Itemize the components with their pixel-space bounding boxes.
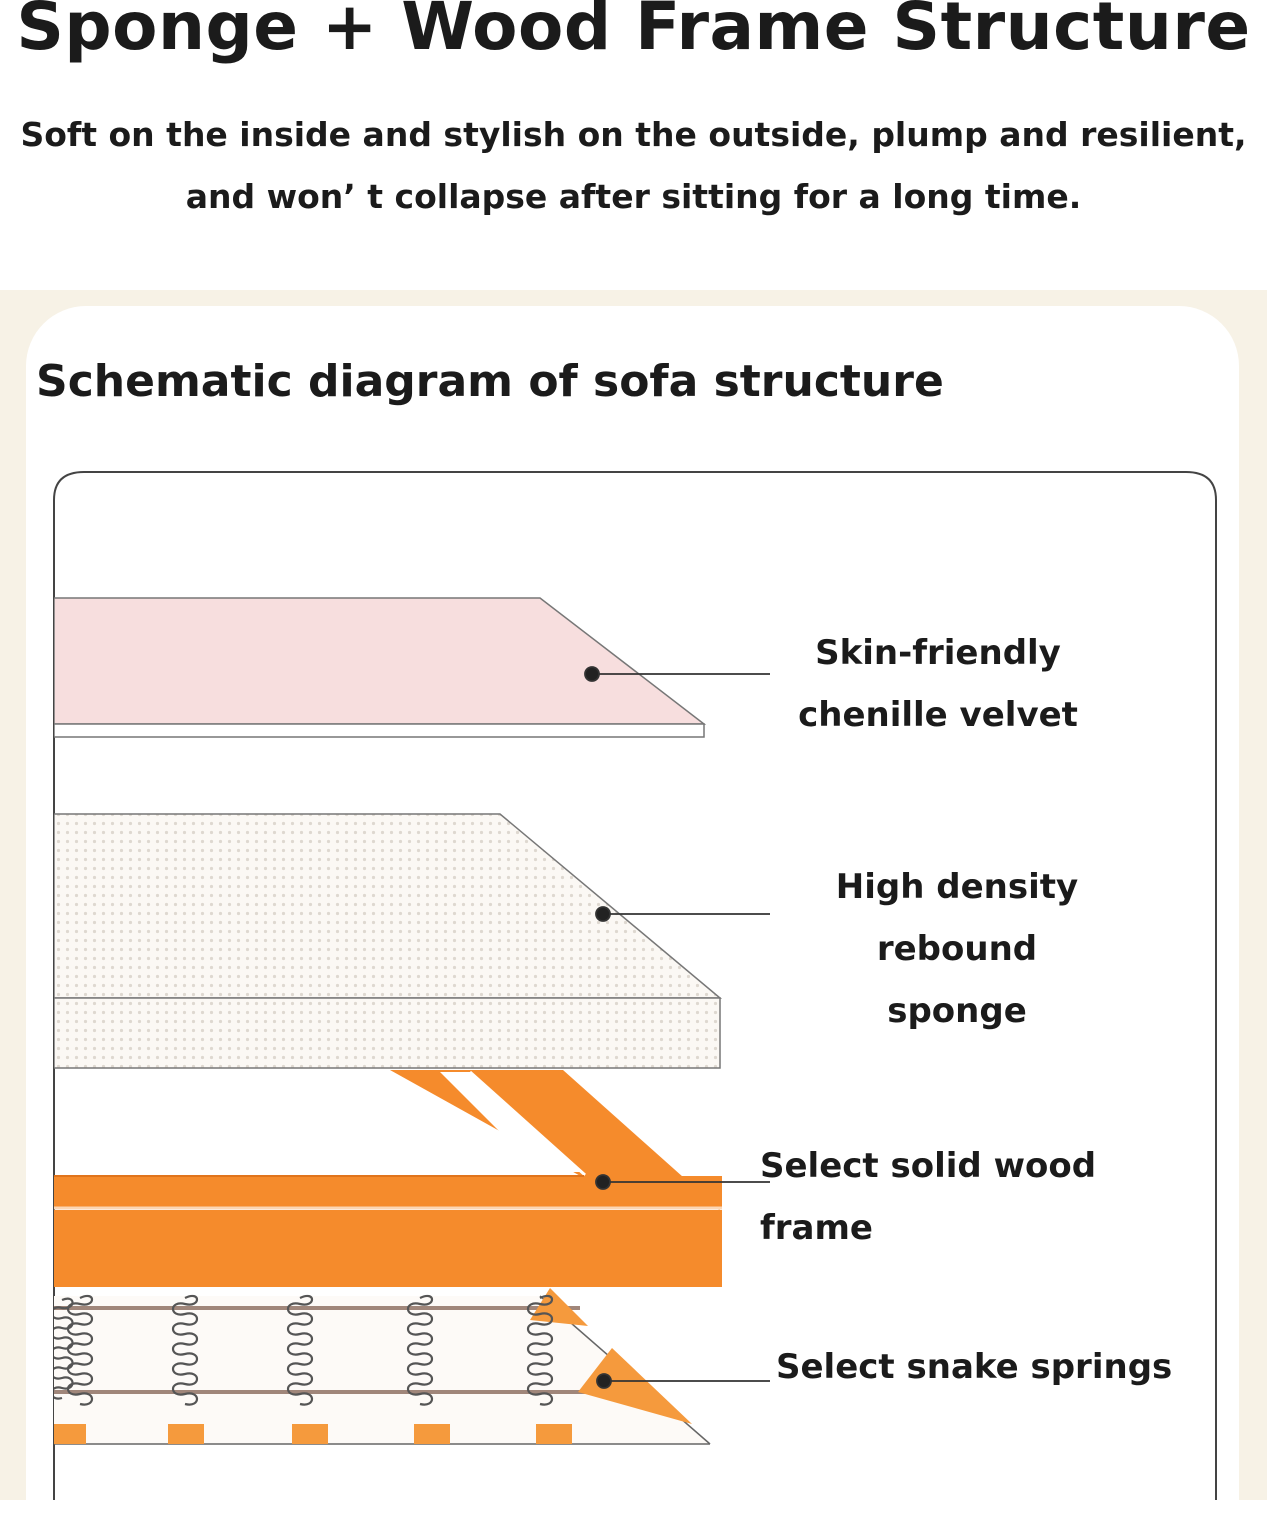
velvet-label [760,622,1116,746]
diagram-title: Schematic diagram of sofa structure [36,356,944,407]
wood-frame-label-line1: Select solid wood frame [760,1146,1097,1248]
subtitle-line-2: and won’ t collapse after sitting for a long time. [185,177,1082,216]
subtitle-line-1: Soft on the inside and stylish on the outside, plump and resilient, [20,115,1247,154]
sponge-label [752,856,1162,1042]
wood-frame-label [760,1135,1200,1259]
springs-pointer-dot [597,1374,611,1388]
page-title: Sponge + Wood Frame Structure [16,0,1251,65]
sponge-label-line2: sponge [887,991,1027,1031]
sponge-label-line1: High density rebound [835,867,1079,969]
springs-label-line1: Select snake springs [776,1347,1173,1387]
sponge-pointer-dot [596,907,610,921]
springs-label [776,1336,1196,1398]
velvet-label-line1: Skin-friendly [815,633,1061,673]
wood-pointer-dot [596,1175,610,1189]
velvet-pointer-dot [585,667,599,681]
velvet-label-line2: chenille velvet [798,695,1078,735]
